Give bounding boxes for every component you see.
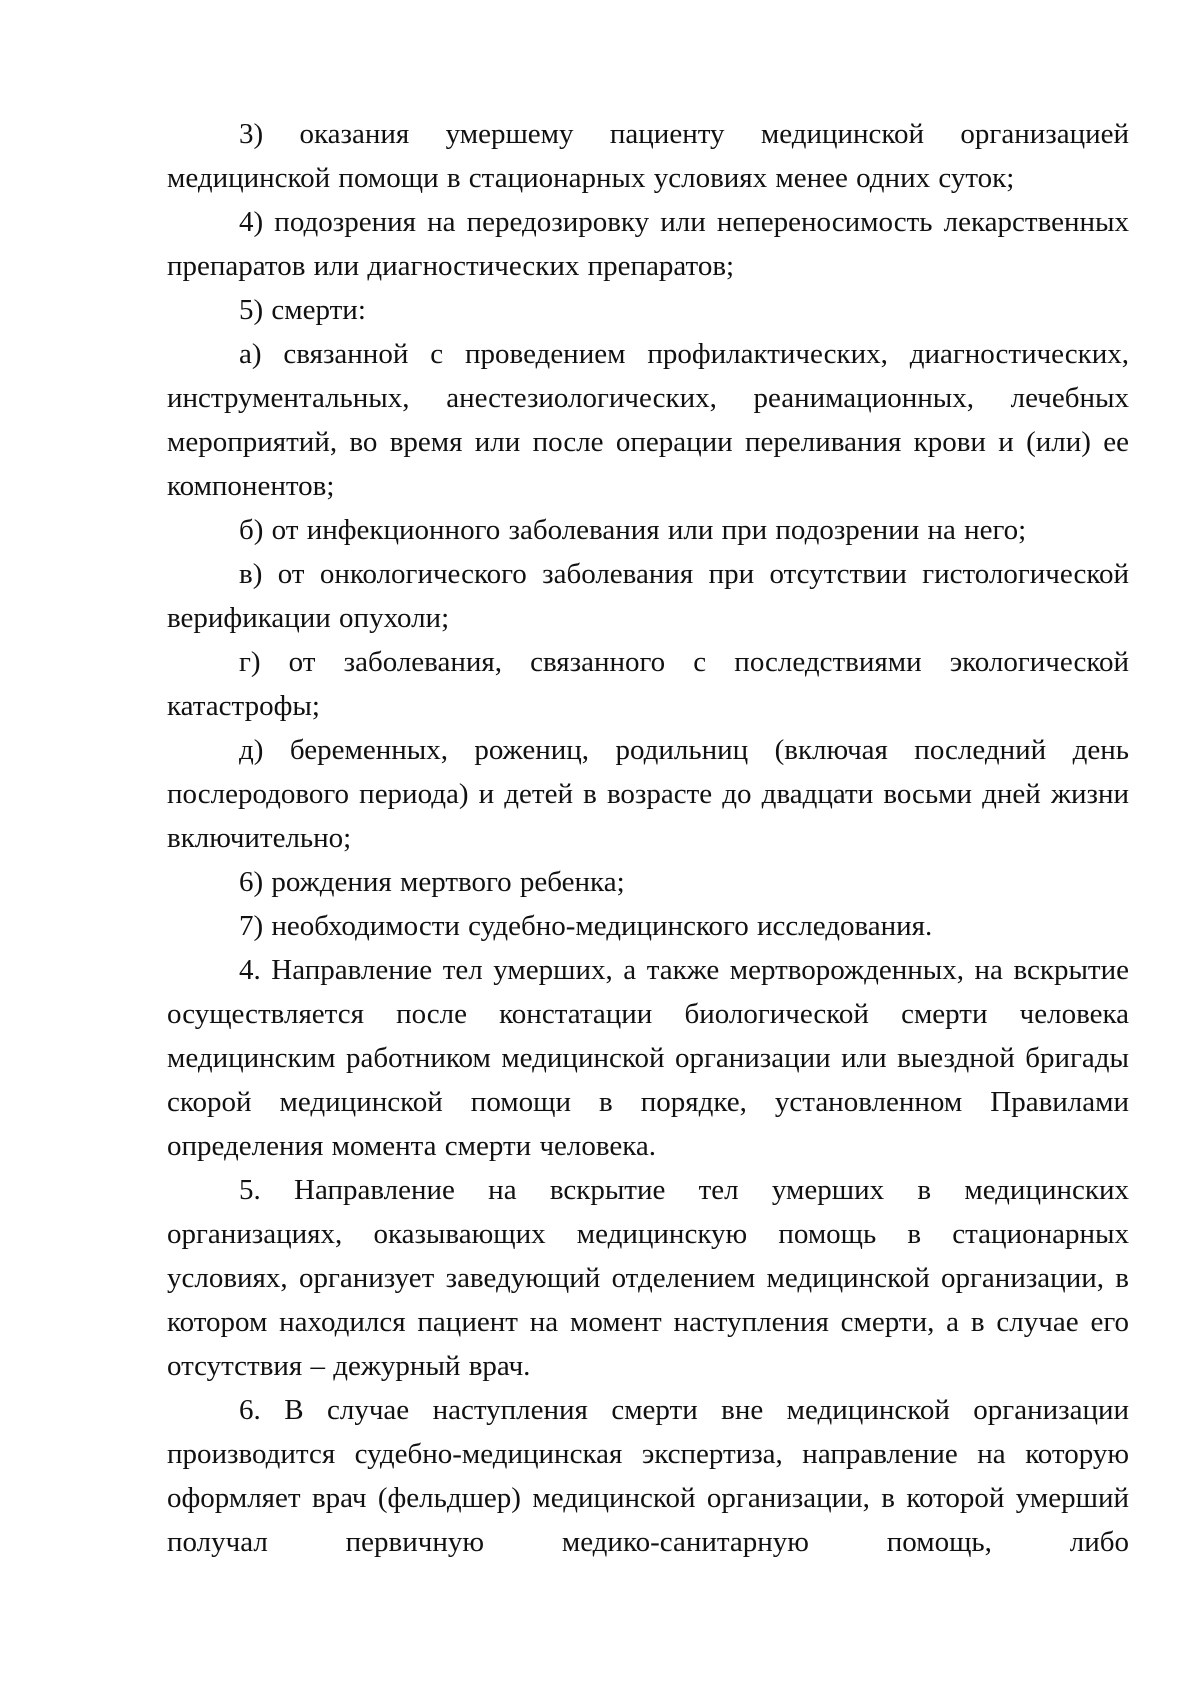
paragraph-item-7: 7) необходимости судебно-медицинского исследования. xyxy=(239,910,933,942)
paragraph-subitem-d: д) беременных, рожениц, родильниц (включая последний день послеродового периода) и детей в возрасте до двадцати восьми дней жизни включительно; xyxy=(167,734,1129,854)
document-body xyxy=(167,112,1129,1564)
paragraph-subitem-b: б) от инфекционного заболевания или при подозрении на него; xyxy=(239,514,1027,546)
paragraph-item-4: 4) подозрения на передозировку или непереносимость лекарственных препаратов или диагностических препаратов; xyxy=(167,206,1129,282)
paragraph-subitem-g: г) от заболевания, связанного с последствиями экологической катастрофы; xyxy=(167,646,1129,722)
paragraph-subitem-v: в) от онкологического заболевания при отсутствии гистологической верификации опухоли; xyxy=(167,558,1129,634)
paragraph-section-6: 6. В случае наступления смерти вне медицинской организации производится судебно-медицинская экспертиза, направление на которую оформляет врач (фельдшер) медицинской организации, в которой умерший получал первичную медико-санитарную помощь, либо xyxy=(167,1394,1129,1558)
paragraph-section-5: 5. Направление на вскрытие тел умерших в медицинских организациях, оказывающих медицинскую помощь в стационарных условиях, организует заведующий отделением медицинской организации, в котором находился пациент на момент наступления смерти, а в случае его отсутствия – дежурный врач. xyxy=(167,1174,1129,1382)
paragraph-item-5: 5) смерти: xyxy=(239,294,366,326)
paragraph-subitem-a: а) связанной с проведением профилактических, диагностических, инструментальных, анестезиологических, реанимационных, лечебных мероприятий, во время или после операции переливания крови и (или) ее компонентов; xyxy=(167,338,1129,502)
paragraph-item-3: 3) оказания умершему пациенту медицинской организацией медицинской помощи в стационарных условиях менее одних суток; xyxy=(167,118,1129,194)
paragraph-item-6: 6) рождения мертвого ребенка; xyxy=(239,866,625,898)
paragraph-section-4: 4. Направление тел умерших, а также мертворожденных, на вскрытие осуществляется после констатации биологической смерти человека медицинским работником медицинской организации или выездной бригады скорой медицинской помощи в порядке, установленном Правилами определения момента смерти человека. xyxy=(167,954,1129,1162)
